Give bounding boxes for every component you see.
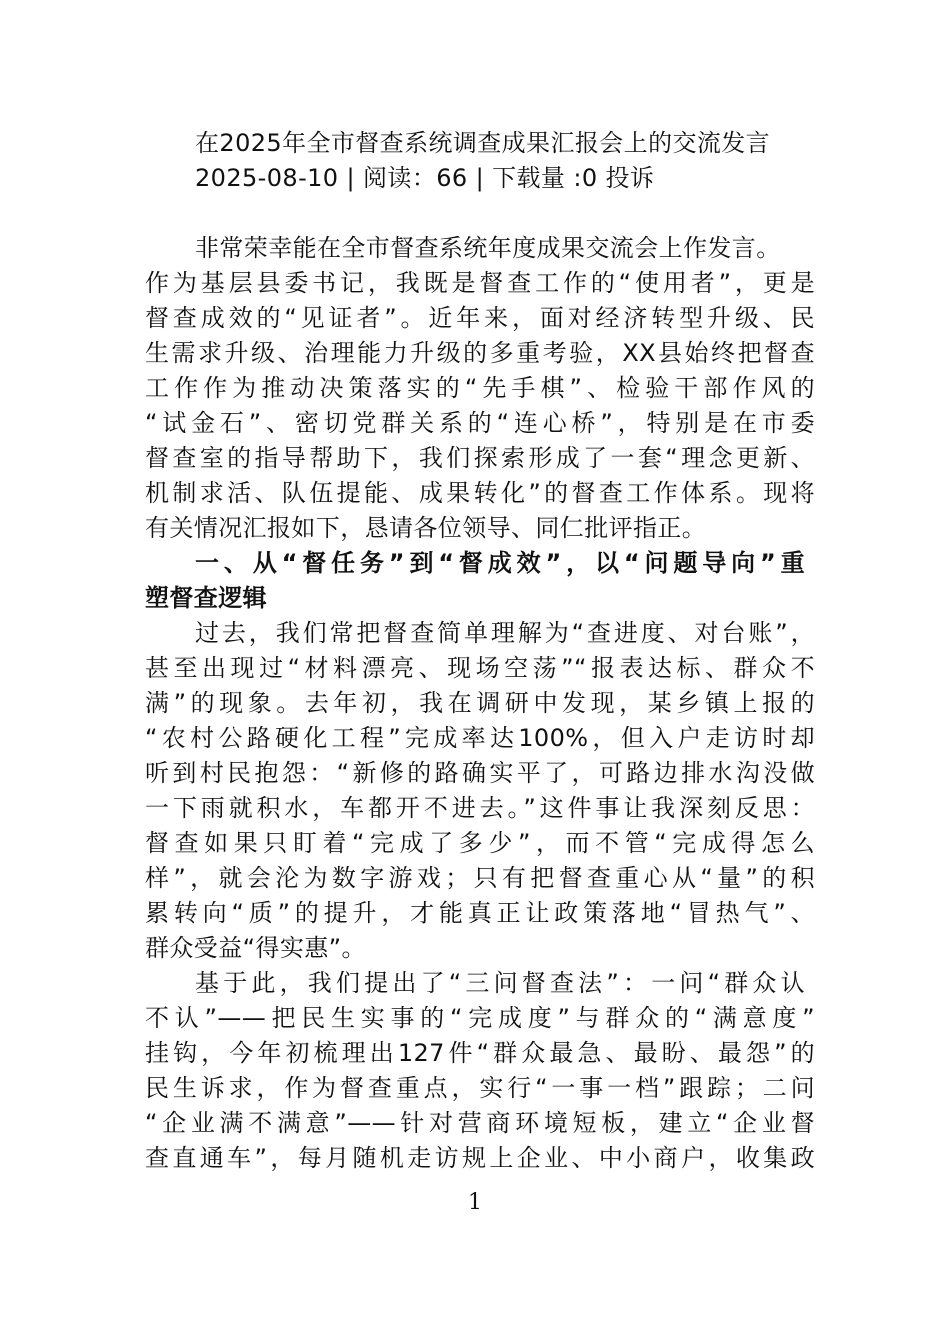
document-title: 在2025年全市督查系统调查成果汇报会上的交流发言: [195, 129, 771, 157]
paragraph-line: 群众受益“得实惠”。: [145, 934, 366, 962]
paragraph-line: 挂钩，今年初梳理出127件“群众最急、最盼、最怨”的: [145, 1039, 815, 1067]
paragraph-line: “企业满不满意”——针对营商环境短板，建立“企业督: [145, 1109, 815, 1137]
section-heading: 塑督查逻辑: [145, 584, 267, 612]
paragraph-line: 非常荣幸能在全市督查系统年度成果交流会上作发言。: [195, 234, 781, 262]
document-meta: 2025-08-10 | 阅读：66 | 下载量 :0 投诉: [195, 164, 655, 192]
paragraph-line: “试金石”、密切党群关系的“连心桥”，特别是在市委: [145, 409, 815, 437]
paragraph-line: 有关情况汇报如下，恳请各位领导、同仁批评指正。: [145, 514, 707, 542]
paragraph-line: 督查如果只盯着“完成了多少”，而不管“完成得怎么: [145, 829, 815, 857]
paragraph-line: 过去，我们常把督查简单理解为“查进度、对台账”，: [195, 619, 815, 647]
page-number: 1: [468, 1190, 482, 1215]
paragraph-line: 一下雨就积水，车都开不进去。”这件事让我深刻反思：: [145, 794, 815, 822]
section-heading: 一、从“督任务”到“督成效”，以“问题导向”重: [195, 549, 805, 577]
paragraph-line: 工作作为推动决策落实的“先手棋”、检验干部作风的: [145, 374, 815, 402]
paragraph-line: 民生诉求，作为督查重点，实行“一事一档”跟踪；二问: [145, 1074, 815, 1102]
paragraph-line: 查直通车”，每月随机走访规上企业、中小商户，收集政: [145, 1144, 815, 1172]
paragraph-line: 不认”——把民生实事的“完成度”与群众的“满意度”: [145, 1004, 815, 1032]
paragraph-line: 基于此，我们提出了“三问督查法”：一问“群众认: [195, 969, 805, 997]
paragraph-line: 听到村民抱怨：“新修的路确实平了，可路边排水沟没做: [145, 759, 815, 787]
paragraph-line: 作为基层县委书记，我既是督查工作的“使用者”，更是: [145, 269, 815, 297]
paragraph-line: 督查成效的“见证者”。近年来，面对经济转型升级、民: [145, 304, 815, 332]
paragraph-line: 生需求升级、治理能力升级的多重考验，XX县始终把督查: [145, 339, 815, 367]
paragraph-line: “农村公路硬化工程”完成率达100%，但入户走访时却: [145, 724, 815, 752]
paragraph-line: 累转向“质”的提升，才能真正让政策落地“冒热气”、: [145, 899, 815, 927]
paragraph-line: 甚至出现过“材料漂亮、现场空荡”“报表达标、群众不: [145, 654, 815, 682]
paragraph-line: 满”的现象。去年初，我在调研中发现，某乡镇上报的: [145, 689, 815, 717]
paragraph-line: 督查室的指导帮助下，我们探索形成了一套“理念更新、: [145, 444, 815, 472]
paragraph-line: 样”，就会沦为数字游戏；只有把督查重心从“量”的积: [145, 864, 815, 892]
paragraph-line: 机制求活、队伍提能、成果转化”的督查工作体系。现将: [145, 479, 815, 507]
